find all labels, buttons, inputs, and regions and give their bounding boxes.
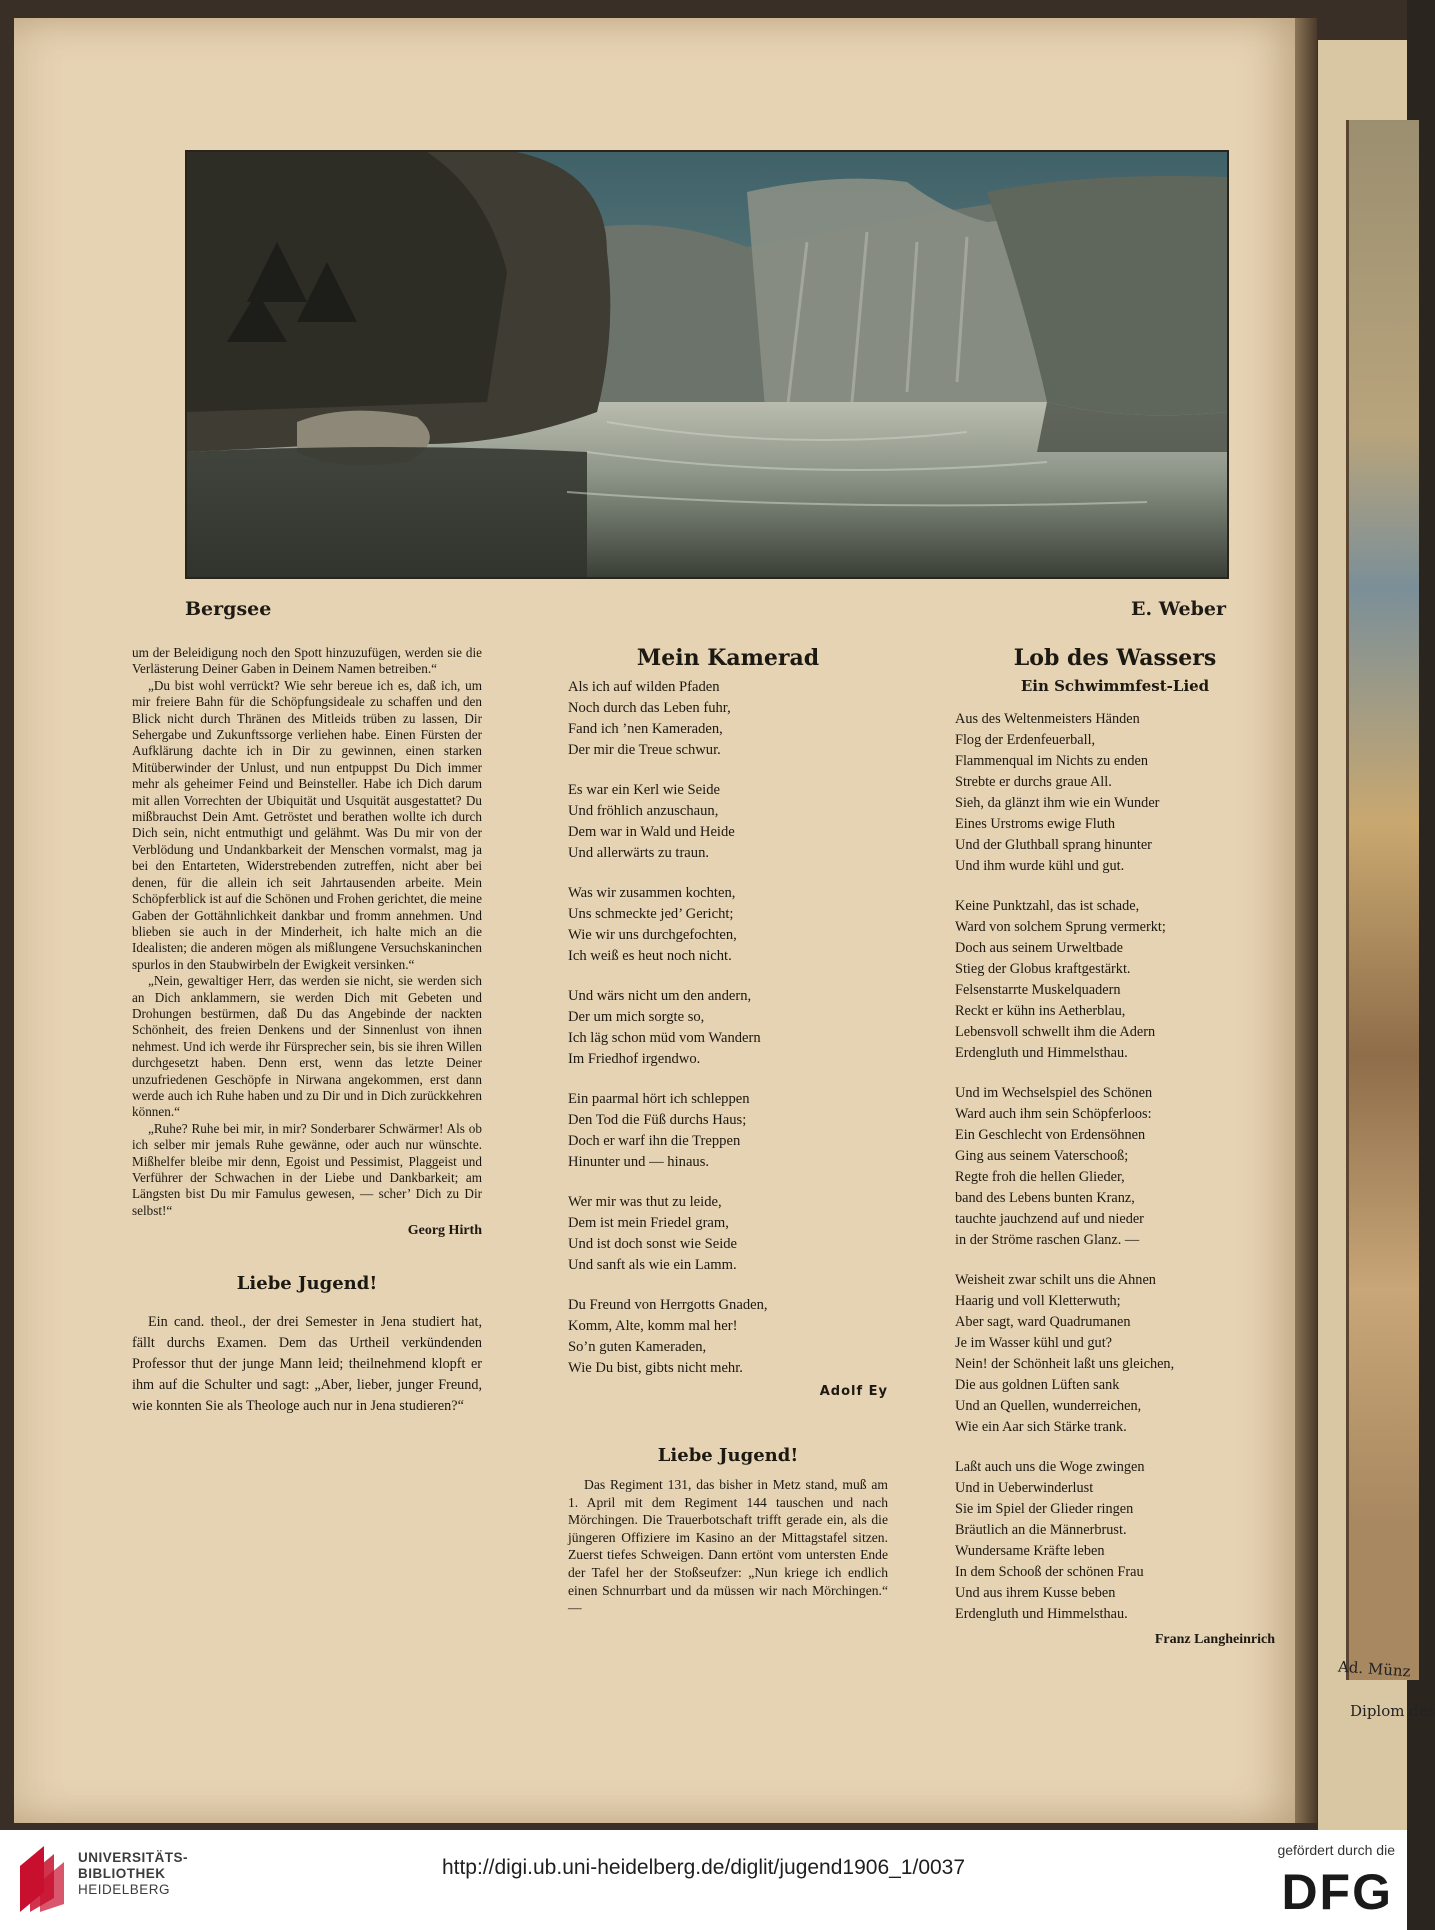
poem-line: Noch durch das Leben fuhr, — [568, 700, 731, 716]
poem-line: Wie wir uns durchgefochten, — [568, 927, 737, 943]
poem-line: Wer mir was thut zu leide, — [568, 1194, 722, 1210]
poem-line: Aus des Weltenmeisters Händen — [955, 711, 1140, 727]
poem-line: Ich läg schon müd vom Wandern — [568, 1030, 761, 1046]
poem-line: Und aus ihrem Kusse beben — [955, 1585, 1116, 1601]
poem-line: Und ihm wurde kühl und gut. — [955, 858, 1125, 874]
poem-line: Laßt auch uns die Woge zwingen — [955, 1459, 1145, 1475]
illustration-artist: E. Weber — [1131, 598, 1226, 620]
poem-line: Und sanft als wie ein Lamm. — [568, 1257, 737, 1273]
poem-line: Haarig und voll Kletterwuth; — [955, 1293, 1121, 1309]
dfg-logo[interactable]: DFG — [1281, 1864, 1393, 1920]
poem-line: Doch er warf ihn die Treppen — [568, 1133, 741, 1149]
poem-line: Ward auch ihm sein Schöpferloos: — [955, 1106, 1152, 1122]
poem-stanza — [955, 1270, 1275, 1438]
library-name-line: BIBLIOTHEK — [78, 1866, 166, 1881]
paragraph: „Ruhe? Ruhe bei mir, in mir? Sonderbarer Schwärmer! Als ob ich selber mir jemals Ruhe gewänne, oder auch nur wünschte. Mißhelfer bleibe mir denn, Egoist und Pessimist, Plaggeist und Verführer der Schwachen in der Liebe und Dankbarkeit; am Längsten bist Du mir Famulus gewesen, — scher’ Dich zu Dir selbst!“ — [132, 1120, 482, 1218]
viewer-footer — [0, 1830, 1407, 1930]
poem-line: Dem war in Wald und Heide — [568, 824, 735, 840]
poem-line: Ein Geschlecht von Erdensöhnen — [955, 1127, 1146, 1143]
poem-line: Erdengluth und Himmelsthau. — [955, 1606, 1128, 1622]
poem-line: Als ich auf wilden Pfaden — [568, 679, 720, 695]
poem-line: Erdengluth und Himmelsthau. — [955, 1045, 1128, 1061]
poem-line: Dem ist mein Friedel gram, — [568, 1215, 729, 1231]
poem-line: Keine Punktzahl, das ist schade, — [955, 898, 1140, 914]
section-title: Liebe Jugend! — [657, 1445, 799, 1466]
poem-line: Ein paarmal hört ich schleppen — [568, 1091, 750, 1107]
adjacent-page-illustration — [1346, 120, 1419, 1680]
poem-line: Du Freund von Herrgotts Gnaden, — [568, 1297, 768, 1313]
poem-line: tauchte jauchzend auf und nieder — [955, 1211, 1144, 1227]
poem-title: Mein Kamerad — [636, 645, 820, 671]
poem-author: Franz Langheinrich — [1154, 1632, 1275, 1647]
poem-line: Ich weiß es heut noch nicht. — [568, 948, 732, 964]
anecdote — [568, 1476, 888, 1617]
mountain-lake-drawing — [187, 152, 1227, 577]
poem-line: Aber sagt, ward Quadrumanen — [955, 1314, 1131, 1330]
poem-line: Regte froh die hellen Glieder, — [955, 1169, 1125, 1185]
poem-stanza — [568, 986, 888, 1070]
poem-line: Der mir die Treue schwur. — [568, 742, 721, 758]
poem-line: Im Friedhof irgendwo. — [568, 1051, 701, 1067]
poem-author: Adolf Ey — [819, 1384, 888, 1399]
paragraph: „Du bist wohl verrückt? Wie sehr bereue ich es, daß ich, um mir freiere Bahn für die Schöpfungsideale zu schaffen und den Blick nicht durch Thränen des Mitleids trüben zu lassen, Dir Sehergabe und Zukunftssorge verliehen habe. Einen Fürsten der Aufklärung dachte ich in Dir zu gewinnen, einen starken Mitüberwinder der Unlust, und nun entpuppst Du Dich immer mehr als geheimer Feind und Beinsteller. Habe ich Dich darum mit allen Vorrechten der Ubiquität und Usquität ausgestattet? Du mißbrauchst Dein Amt. Getröstet und berathen wollte ich durch Dich sein, nicht entmuthigt und gelähmt. Was Du mir von der Verblödung und Undankbarkeit der Menschen vormalst, mag ja bei den Entarteten, Widerstrebenden zutreffen, nicht aber bei denen, für die allein ich seit Jahrtausenden arbeite. Mein Schöpferblick ist auf die Schönen und Frohen gerichtet, die meine Gaben der Gottähnlichkeit dankbar und fromm annehmen. Und blieben sie auch in der Minderheit, ich halte mich an die Idealisten; die anderen mögen als mißlungene Versuchskaninchen spurlos in den Staubwirbeln der Ewigkeit versinken.“ — [132, 677, 482, 972]
library-name-line: UNIVERSITÄTS- — [78, 1850, 189, 1865]
poem-line: Wundersame Kräfte leben — [955, 1543, 1105, 1559]
funding-label: gefördert durch die — [1277, 1842, 1395, 1858]
adjacent-page — [1318, 40, 1435, 1830]
column-middle — [568, 645, 888, 1617]
anecdote-text: Ein cand. theol., der drei Semester in Jena studiert hat, fällt durchs Examen. Dem das Urtheil verkündenden Professor thut der junge Mann leid; theilnehmend klopft er ihm auf die Schulter und sagt: „Aber, lieber, junger Freund, wie konnten Sie als Theologe auch nur in Jena studieren?“ — [132, 1314, 482, 1415]
poem-line: in der Ströme raschen Glanz. — — [955, 1232, 1140, 1248]
poem-line: Weisheit zwar schilt uns die Ahnen — [955, 1272, 1156, 1288]
poem-line: Und allerwärts zu traun. — [568, 845, 710, 861]
poem-line: Ging aus seinem Vaterschooß; — [955, 1148, 1129, 1164]
illustration-title: Bergsee — [185, 598, 272, 620]
poem-line: Flog der Erdenfeuerball, — [955, 732, 1096, 748]
poem-line: Fand ich ’nen Kameraden, — [568, 721, 723, 737]
poem-line: Eines Urstroms ewige Fluth — [955, 816, 1116, 832]
document-url[interactable]: http://digi.ub.uni-heidelberg.de/diglit/jugend1906_1/0037 — [441, 1856, 966, 1879]
poem-line: Und fröhlich anzuschaun, — [568, 803, 719, 819]
poem-stanza — [955, 1083, 1275, 1251]
poem-line: Und im Wechselspiel des Schönen — [955, 1085, 1153, 1101]
adjacent-page-signature: Ad. Münz — [1337, 1657, 1412, 1681]
poem-stanza — [568, 780, 888, 864]
poem-subtitle: Ein Schwimmfest-Lied — [1020, 677, 1210, 695]
poem-line: Und ist doch sonst wie Seide — [568, 1236, 738, 1252]
poem-stanza — [568, 883, 888, 967]
poem-line: band des Lebens bunten Kranz, — [955, 1190, 1135, 1206]
poem-line: Lebensvoll schwellt ihm die Adern — [955, 1024, 1156, 1040]
anecdote — [132, 1312, 482, 1417]
poem-line: Sieh, da glänzt ihm wie ein Wunder — [955, 795, 1160, 811]
poem-line: Je im Wasser kühl und gut? — [955, 1335, 1113, 1351]
paragraph: um der Beleidigung noch den Spott hinzuzufügen, werden sie die Verlästerung Deiner Gaben in Deinem Namen betreiben.“ — [132, 645, 482, 677]
section-title: Liebe Jugend! — [236, 1273, 378, 1295]
poem-line: Flammenqual im Nichts zu enden — [955, 753, 1148, 769]
poem-line: Reckt er kühn ins Aetherblau, — [955, 1003, 1126, 1019]
poem-stanza — [568, 1192, 888, 1276]
poem-line: Uns schmeckte jed’ Gericht; — [568, 906, 734, 922]
poem-line: Wie ein Aar sich Stärke trank. — [955, 1419, 1127, 1435]
poem-line: Nein! der Schönheit laßt uns gleichen, — [955, 1356, 1175, 1372]
adjacent-page-caption: Diplom des — [1350, 1702, 1435, 1720]
poem-line: Es war ein Kerl wie Seide — [568, 782, 720, 798]
poem-line: Stieg der Globus kraftgestärkt. — [955, 961, 1131, 977]
poem-stanza — [955, 896, 1275, 1064]
poem-stanza — [955, 709, 1275, 877]
poem-line: Komm, Alte, komm mal her! — [568, 1318, 738, 1334]
poem-line: Strebte er durchs graue All. — [955, 774, 1112, 790]
poem-line: Und wärs nicht um den andern, — [568, 988, 752, 1004]
poem-line: In dem Schooß der schönen Frau — [955, 1564, 1144, 1580]
column-left — [132, 645, 482, 1417]
poem-title: Lob des Wassers — [1013, 645, 1217, 671]
poem-line: Wie Du bist, gibts nicht mehr. — [568, 1360, 743, 1376]
anecdote-text: Das Regiment 131, das bisher in Metz stand, muß am 1. April mit dem Regiment 144 tauschen und nach Mörchingen. Die Trauerbotschaft trifft gerade ein, als die jüngeren Offiziere im Kasino an der Mittagstafel sitzen. Zuerst tiefes Schweigen. Dann ertönt vom untersten Ende der Tafel her der Stoßseufzer: „Nun kriege ich endlich einen Schnurrbart und da müssen wir nach Mörchingen.“ — — [568, 1477, 888, 1616]
poem-stanza — [955, 1457, 1275, 1625]
dialogue-text — [132, 645, 482, 1219]
poem-line: Der um mich sorgte so, — [568, 1009, 705, 1025]
poem-line: Ward von solchem Sprung vermerkt; — [955, 919, 1166, 935]
poem-stanza — [568, 1089, 888, 1173]
poem-line: So’n guten Kameraden, — [568, 1339, 707, 1355]
poem-stanza — [568, 677, 888, 761]
poem-stanza — [568, 1295, 888, 1379]
column-right — [955, 645, 1275, 1648]
author-signature: Georg Hirth — [407, 1223, 482, 1239]
poem-line: Sie im Spiel der Glieder ringen — [955, 1501, 1134, 1517]
poem-line: Doch aus seinem Urweltbade — [955, 940, 1123, 956]
library-name-line: HEIDELBERG — [78, 1882, 171, 1897]
poem-line: Felsenstarrte Muskelquadern — [955, 982, 1121, 998]
poem-line: Und an Quellen, wunderreichen, — [955, 1398, 1142, 1414]
poem-line: Den Tod die Füß durchs Haus; — [568, 1112, 747, 1128]
poem-line: Und in Ueberwinderlust — [955, 1480, 1094, 1496]
poem-line: Hinunter und — hinaus. — [568, 1154, 710, 1170]
poem-line: Die aus goldnen Lüften sank — [955, 1377, 1120, 1393]
paragraph: „Nein, gewaltiger Herr, das werden sie nicht, sie werden sich an Dich anklammern, sie werden Dich mit Gebeten und Drohungen bestürmen, daß Du das Angebinde der nackten Schönheit, des freien Denkens und der Sinnenlust von ihnen nehmest. Und ich werde ihr Fürsprecher sein, bis sie ihren Willen durchgesetzt haben. Denn erst, wenn das letzte Deiner unzufriedenen Geschöpfe in Nirwana angekommen, erst dann werde auch ich Ruhe haben und zu Dir und in Dich zurückkehren können.“ — [132, 973, 482, 1120]
poem-line: Und der Gluthball sprang hinunter — [955, 837, 1152, 853]
book-gutter — [1295, 18, 1317, 1823]
poem-line: Was wir zusammen kochten, — [568, 885, 736, 901]
lake-illustration — [185, 150, 1229, 579]
poem-line: Bräutlich an die Männerbrust. — [955, 1522, 1127, 1538]
